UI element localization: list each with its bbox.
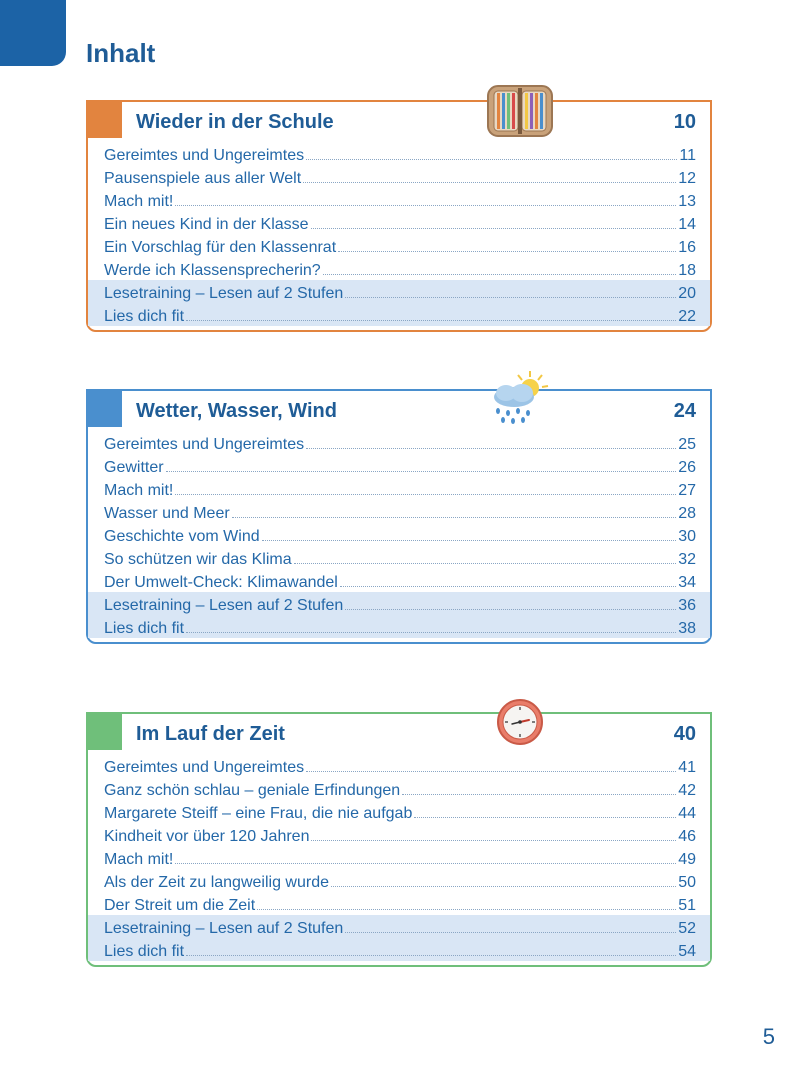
toc-entry[interactable]: Ein Vorschlag für den Klassenrat 16: [104, 239, 696, 256]
dot-leader: [232, 517, 677, 518]
toc-entry[interactable]: Gewitter 26: [104, 459, 696, 476]
toc-entry[interactable]: Kindheit vor über 120 Jahren 46: [104, 828, 696, 845]
section-page-number: 40: [673, 723, 696, 745]
pencil-case-icon: [486, 82, 554, 145]
dot-leader: [303, 182, 676, 183]
dot-leader: [306, 448, 676, 449]
dot-leader: [262, 540, 677, 541]
section-title[interactable]: Wieder in der Schule: [136, 111, 334, 133]
toc-entry[interactable]: Mach mit! 13: [104, 193, 696, 210]
toc-entry-highlighted[interactable]: Lies dich fit 22: [88, 303, 710, 326]
toc-entry[interactable]: So schützen wir das Klima 32: [104, 551, 696, 568]
toc-entry[interactable]: Pausenspiele aus aller Welt 12: [104, 170, 696, 187]
dot-leader: [345, 297, 676, 298]
toc-entry-highlighted[interactable]: Lesetraining – Lesen auf 2 Stufen 36: [88, 592, 710, 615]
dot-leader: [338, 251, 676, 252]
toc-entry[interactable]: Mach mit! 49: [104, 851, 696, 868]
toc-entry[interactable]: Geschichte vom Wind 30: [104, 528, 696, 545]
dot-leader: [340, 586, 676, 587]
section-header[interactable]: [88, 102, 710, 140]
dot-leader: [311, 840, 676, 841]
dot-leader: [166, 471, 677, 472]
toc-entry-highlighted[interactable]: Lesetraining – Lesen auf 2 Stufen 20: [88, 280, 710, 303]
toc-entry[interactable]: Als der Zeit zu langweilig wurde 50: [104, 874, 696, 891]
dot-leader: [323, 274, 677, 275]
section-page-number: 24: [673, 400, 696, 422]
dot-leader: [186, 955, 676, 956]
toc-entry[interactable]: Ganz schön schlau – geniale Erfindungen 42: [104, 782, 696, 799]
dot-leader: [306, 159, 677, 160]
toc-entry[interactable]: Gereimtes und Ungereimtes 11: [104, 147, 696, 164]
toc-entry[interactable]: Ein neues Kind in der Klasse 14: [104, 216, 696, 233]
toc-entry[interactable]: Gereimtes und Ungereimtes 25: [104, 436, 696, 453]
toc-entry[interactable]: Werde ich Klassensprecherin? 18: [104, 262, 696, 279]
dot-leader: [186, 320, 676, 321]
corner-tab: [0, 0, 66, 66]
section-page-number: 10: [673, 111, 696, 133]
dot-leader: [402, 794, 676, 795]
dot-leader: [175, 863, 676, 864]
section-title[interactable]: Wetter, Wasser, Wind: [136, 400, 337, 422]
toc-entry[interactable]: Margarete Steiff – eine Frau, die nie aufgab 44: [104, 805, 696, 822]
dot-leader: [186, 632, 676, 633]
toc-entry-highlighted[interactable]: Lesetraining – Lesen auf 2 Stufen 52: [88, 915, 710, 938]
dot-leader: [345, 932, 676, 933]
dot-leader: [345, 609, 676, 610]
dot-leader: [175, 205, 676, 206]
toc-entry[interactable]: Mach mit! 27: [104, 482, 696, 499]
dot-leader: [414, 817, 676, 818]
dot-leader: [257, 909, 676, 910]
entry-list: [88, 140, 710, 328]
section-title[interactable]: Im Lauf der Zeit: [136, 723, 285, 745]
toc-entry[interactable]: Der Umwelt-Check: Klimawandel 34: [104, 574, 696, 591]
toc-entry-highlighted[interactable]: Lies dich fit 54: [88, 938, 710, 961]
dot-leader: [306, 771, 676, 772]
toc-entry[interactable]: Wasser und Meer 28: [104, 505, 696, 522]
dot-leader: [294, 563, 677, 564]
toc-entry-highlighted[interactable]: Lies dich fit 38: [88, 615, 710, 638]
entry-list: [88, 429, 710, 640]
section-wetter-wasser-wind: [86, 389, 712, 644]
clock-icon: [496, 698, 544, 751]
dot-leader: [175, 494, 676, 495]
section-header[interactable]: [88, 391, 710, 429]
page-title: Inhalt: [86, 38, 156, 68]
toc-entry[interactable]: Gereimtes und Ungereimtes 41: [104, 759, 696, 776]
section-wieder-in-der-schule: [86, 100, 712, 332]
dot-leader: [311, 228, 677, 229]
section-im-lauf-der-zeit: [86, 712, 712, 967]
section-header[interactable]: [88, 714, 710, 752]
toc-entry[interactable]: Der Streit um die Zeit 51: [104, 897, 696, 914]
dot-leader: [331, 886, 676, 887]
page-number: 5: [762, 1024, 775, 1049]
entry-list: [88, 752, 710, 963]
sun-rain-cloud-icon: [488, 369, 552, 430]
